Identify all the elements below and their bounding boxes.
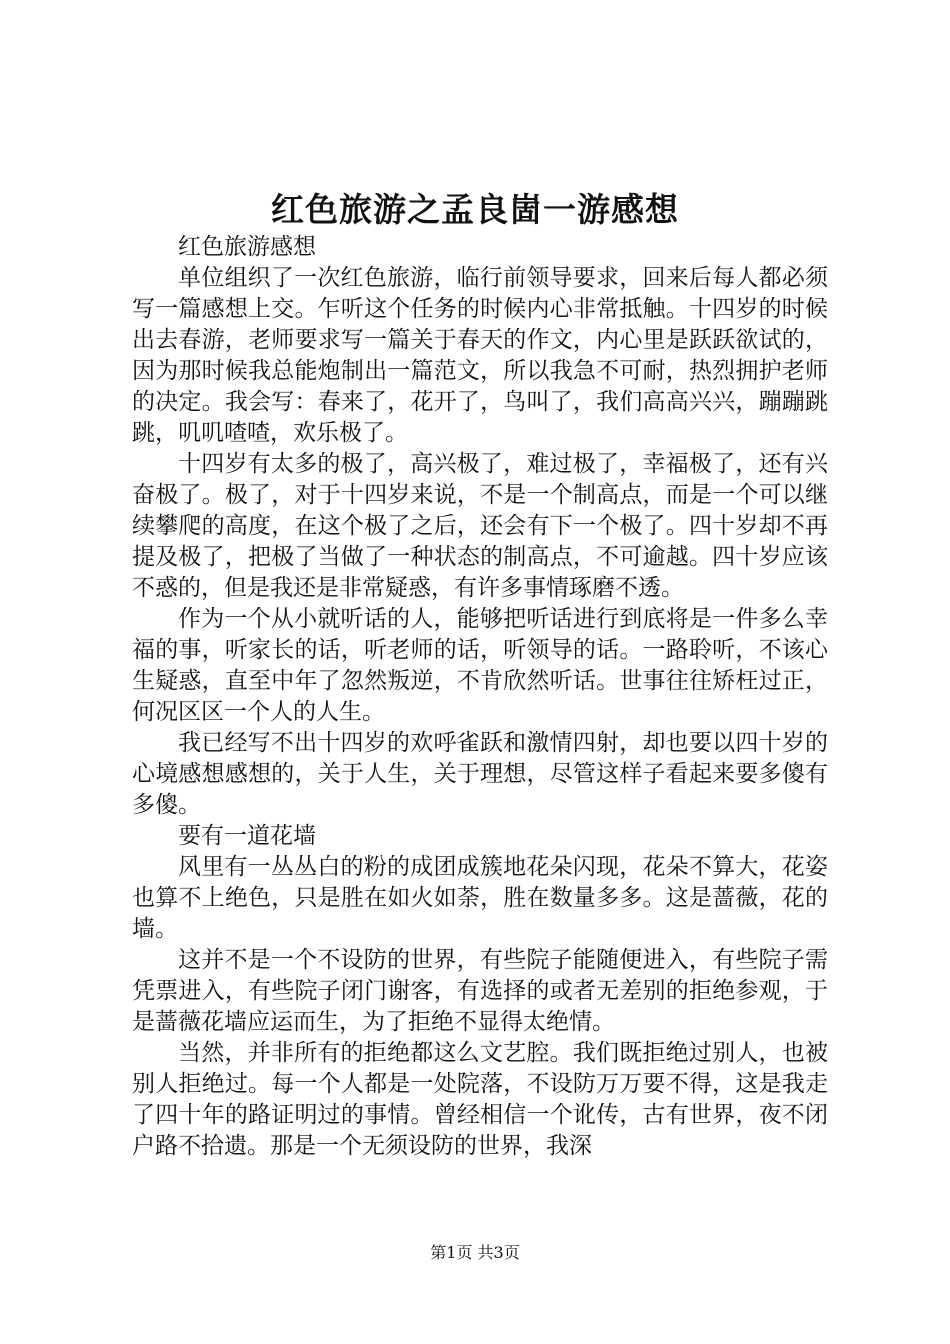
- paragraph: 当然，并非所有的拒绝都这么文艺腔。我们既拒绝过别人，也被别人拒绝过。每一个人都是一处院落，不设防万万要不得，这是我走了四十年的路证明过的事情。曾经相信一个讹传，古有世界，夜不闭户路不拾遗。那是一个无须设防的世界，我深: [132, 1040, 828, 1159]
- paragraph: 这并不是一个不设防的世界，有些院子能随便进入，有些院子需凭票进入，有些院子闭门谢客，有选择的或者无差别的拒绝参观，于是蔷薇花墙应运而生，为了拒绝不显得太绝情。: [132, 947, 828, 1035]
- paragraph: 风里有一丛丛白的粉的成团成簇地花朵闪现，花朵不算大，花姿也算不上绝色，只是胜在如火如荼，胜在数量多多。这是蔷薇，花的墙。: [132, 854, 828, 942]
- paragraph: 作为一个从小就听话的人，能够把听话进行到底将是一件多么幸福的事，听家长的话，听老师的话，听领导的话。一路聆听，不该心生疑惑，直至中年了忽然叛逆，不肯欣然听话。世事往往矫枉过正，何况区区一个人的人生。: [132, 606, 828, 725]
- section-heading: 红色旅游感想: [178, 234, 316, 260]
- paragraph: 单位组织了一次红色旅游，临行前领导要求，回来后每人都必须写一篇感想上交。乍听这个任务的时候内心非常抵触。十四岁的时候出去春游，老师要求写一篇关于春天的作文，内心里是跃跃欲试的，因为那时候我总能炮制出一篇范文，所以我急不可耐，热烈拥护老师的决定。我会写：春来了，花开了，鸟叫了，我们高高兴兴，蹦蹦跳跳，叽叽喳喳，欢乐极了。: [132, 265, 828, 446]
- page-number-footer: 第1页 共3页: [430, 1243, 520, 1262]
- document-body: [132, 232, 828, 1162]
- paragraph: 十四岁有太多的极了，高兴极了，难过极了，幸福极了，还有兴奋极了。极了，对于十四岁来说，不是一个制高点，而是一个可以继续攀爬的高度，在这个极了之后，还会有下一个极了。四十岁却不再提及极了，把极了当做了一种状态的制高点，不可逾越。四十岁应该不惑的，但是我还是非常疑惑，有许多事情琢磨不透。: [132, 451, 828, 601]
- document-title: 红色旅游之孟良崮一游感想: [271, 190, 679, 229]
- section-heading: 要有一道花墙: [178, 823, 316, 849]
- paragraph: 我已经写不出十四岁的欢呼雀跃和激情四射，却也要以四十岁的心境感想感想的，关于人生，关于理想，尽管这样子看起来要多傻有多傻。: [132, 730, 828, 818]
